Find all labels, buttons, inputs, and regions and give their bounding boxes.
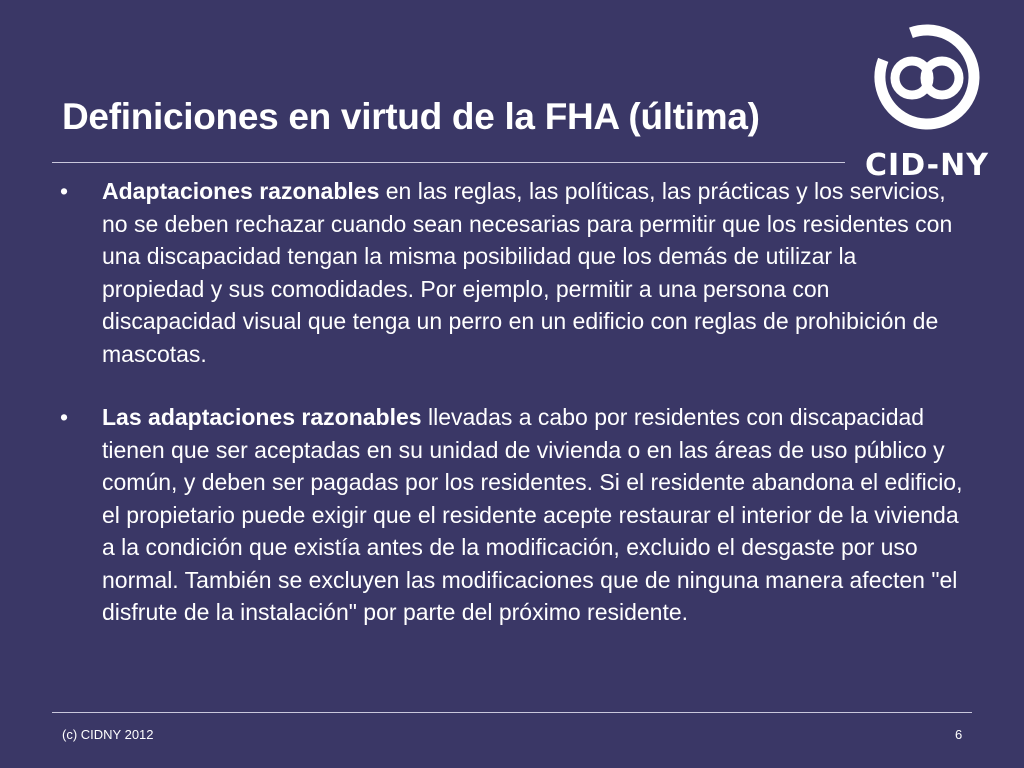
bullet-bold-term: Adaptaciones razonables xyxy=(102,178,380,204)
bullet-marker: • xyxy=(60,404,69,430)
bullet-marker: • xyxy=(60,178,69,204)
slide-title: Definiciones en virtud de la FHA (última) xyxy=(62,96,760,137)
bullet-text: llevadas a cabo por residentes con discapacidad tienen que ser aceptadas en su unidad de vivienda o en las áreas de uso público y común, y deben ser pagadas por los residentes. Si el residente abandona el edificio, el propietario puede exigir que el residente acepte restaurar el interior de la vivienda a la condición que existía antes de la modificación, excluido el desgaste por uso normal. También se excluyen las modificaciones que de ninguna manera afecten "el disfrute de la instalación" por parte del próximo residente. xyxy=(102,404,963,625)
bullet-list xyxy=(60,175,965,660)
cidny-logo xyxy=(862,22,992,187)
footer-copyright: (c) CIDNY 2012 xyxy=(62,727,154,742)
page-number: 6 xyxy=(955,727,963,742)
logo-text: CID-NY xyxy=(865,148,989,183)
bullet-item xyxy=(60,401,965,629)
bullet-item xyxy=(60,175,965,370)
bullet-bold-term: Las adaptaciones razonables xyxy=(102,404,422,430)
footer-divider xyxy=(52,712,972,713)
interlocked-rings-icon xyxy=(862,22,992,137)
title-divider xyxy=(52,162,845,163)
bullet-text: en las reglas, las políticas, las prácticas y los servicios, no se deben rechazar cuando sean necesarias para permitir que los residentes con una discapacidad tengan la misma posibilidad que los demás de utilizar la propiedad y sus comodidades. Por ejemplo, permitir a una persona con discapacidad visual que tenga un perro en un edificio con reglas de prohibición de mascotas. xyxy=(102,178,953,367)
